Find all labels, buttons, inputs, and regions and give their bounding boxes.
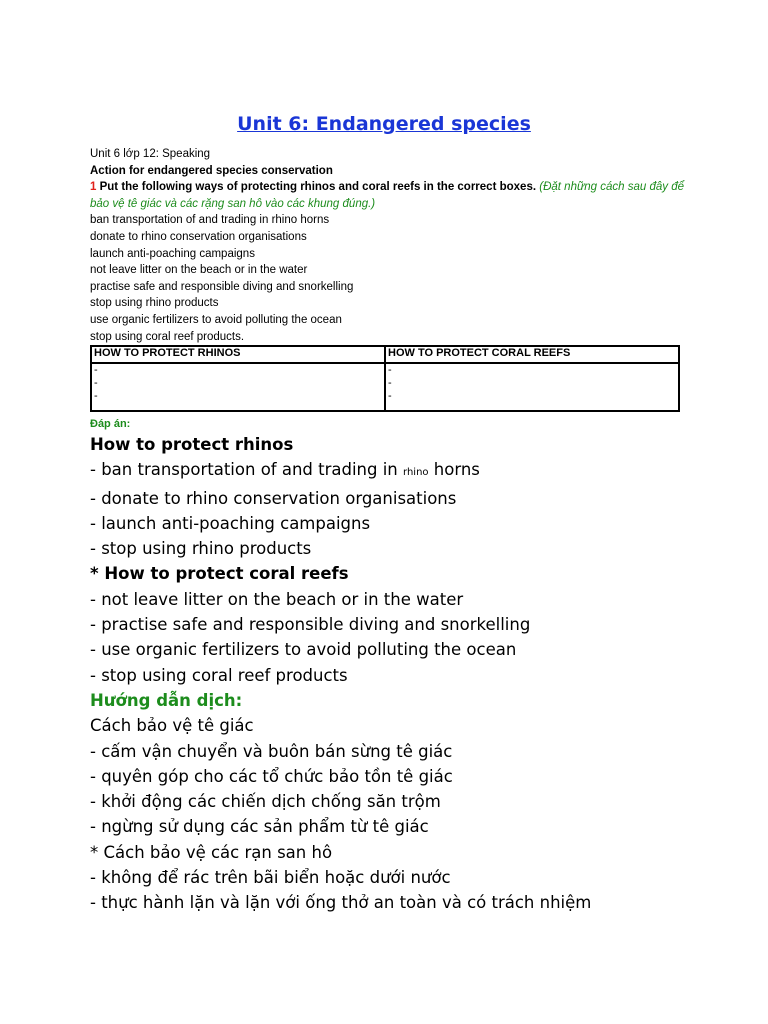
translation-line-7: - không để rác trên bãi biển hoặc dưới nước [90,868,451,888]
table-row [91,363,679,411]
coral-item-3: - use organic fertilizers to avoid polluting the ocean [90,640,517,660]
item-8: stop using coral reef products. [90,330,245,343]
rhino-item-3: - launch anti-poaching campaigns [90,513,371,533]
task-translation: (Đặt những cách sau đây để bảo vệ tê giác và các rặng san hô vào các khung đúng.) [90,181,684,210]
item-5: practise safe and responsible diving and snorkelling [90,280,354,293]
answer-label: Đáp án: [90,418,131,430]
translation-line-8: - thực hành lặn và lặn với ống thở an toàn và có trách nhiệm [90,893,592,913]
item-4: not leave litter on the beach or in the water [90,264,308,277]
table-header-row [91,346,679,363]
translation-line-2: - cấm vận chuyển và buôn bán sừng tê giác [90,741,453,761]
rhino-item-1 [90,457,750,485]
rhino-heading: How to protect rhinos [90,435,294,454]
rhino-item-1-small-word: rhino [403,467,429,479]
coral-heading: * How to protect coral reefs [90,564,349,584]
translation-line-3: - quyên góp cho các tổ chức bảo tồn tê giác [90,766,453,786]
table-cell-rhinos: - - - [91,363,385,411]
exercise-table [90,345,680,412]
coral-item-2: - practise safe and responsible diving and snorkelling [90,615,531,635]
item-2: donate to rhino conservation organisations [90,230,307,243]
item-3: launch anti-poaching campaigns [90,247,255,260]
intro-line-1: Unit 6 lớp 12: Speaking [90,148,211,160]
translation-line-1: Cách bảo vệ tê giác [90,716,254,736]
item-6: stop using rhino products [90,297,219,310]
rhino-item-2: - donate to rhino conservation organisations [90,488,457,508]
rhino-item-1-end: horns [428,460,480,480]
answer-block [90,432,750,916]
translation-line-6: * Cách bảo vệ các rạn san hô [90,842,333,862]
page-title: Unit 6: Endangered species [237,113,531,135]
coral-item-1: - not leave litter on the beach or in the water [90,589,464,609]
rhino-item-1-text: - ban transportation of and trading in [90,460,404,480]
coral-item-4: - stop using coral reef products [90,665,348,685]
table-header-coral-reefs: HOW TO PROTECT CORAL REEFS [385,346,679,363]
item-1: ban transportation of and trading in rhino horns [90,214,330,227]
task-text: Put the following ways of protecting rhinos and coral reefs in the correct boxes. [96,181,537,194]
translation-heading: Hướng dẫn dịch: [90,690,243,710]
item-7: use organic fertilizers to avoid polluting the ocean [90,313,342,326]
task-number: 1 [90,181,97,194]
task-instruction [90,179,690,212]
table-header-rhinos: HOW TO PROTECT RHINOS [91,346,385,363]
table-cell-coral-reefs: - - - [385,363,679,411]
rhino-item-4: - stop using rhino products [90,539,312,559]
translation-line-5: - ngừng sử dụng các sản phẩm từ tê giác [90,817,429,837]
intro-line-2: Action for endangered species conservation [90,164,333,177]
intro-block [90,146,690,345]
translation-line-4: - khởi động các chiến dịch chống săn trộm [90,792,441,812]
